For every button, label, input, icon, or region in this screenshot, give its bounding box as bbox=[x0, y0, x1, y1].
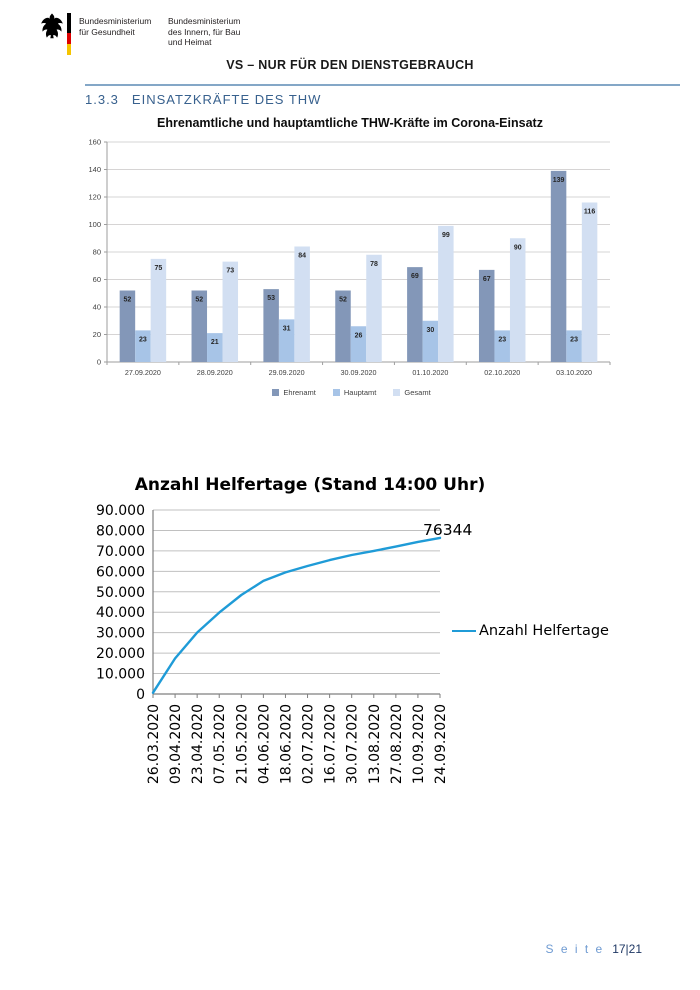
x-axis-label: 02.07.2020 bbox=[300, 704, 317, 785]
bar-value-label: 90 bbox=[513, 244, 522, 252]
y-axis-label: 40.000 bbox=[96, 605, 145, 622]
bar-gesamt-28.09.2020 bbox=[223, 262, 239, 362]
flag-gold bbox=[67, 44, 71, 55]
legend-item-ehrenamt bbox=[272, 388, 316, 397]
flag-stripe-icon bbox=[67, 13, 71, 55]
y-axis-label: 30.000 bbox=[96, 625, 145, 642]
y-axis-label: 40 bbox=[92, 302, 101, 312]
y-axis-label: 0 bbox=[136, 687, 145, 703]
y-axis-label: 140 bbox=[88, 165, 101, 175]
bar-chart bbox=[80, 134, 680, 384]
bar-value-label: 75 bbox=[154, 264, 163, 272]
bar-ehrenamt-01.10.2020 bbox=[407, 267, 423, 362]
y-axis-label: 10.000 bbox=[96, 666, 145, 683]
legend-item-gesamt bbox=[393, 388, 430, 397]
footer-page-number: 17|21 bbox=[612, 942, 642, 956]
y-axis-label: 20 bbox=[92, 330, 101, 340]
y-axis-label: 20.000 bbox=[96, 646, 145, 663]
helfertage-line-series bbox=[153, 538, 440, 693]
header-rule bbox=[85, 84, 680, 86]
bar-value-label: 67 bbox=[482, 275, 491, 283]
y-axis-label: 100 bbox=[88, 220, 101, 230]
y-axis-label: 90.000 bbox=[96, 503, 145, 519]
x-axis-label: 23.04.2020 bbox=[190, 704, 207, 785]
y-axis-label: 60 bbox=[92, 275, 101, 285]
ministry-health-line1: Bundesministerium bbox=[79, 16, 152, 26]
x-axis-label: 26.03.2020 bbox=[146, 704, 162, 785]
x-axis-label: 18.06.2020 bbox=[278, 704, 295, 785]
x-axis-label: 28.09.2020 bbox=[196, 368, 233, 377]
x-axis-label: 30.07.2020 bbox=[344, 704, 361, 785]
x-axis-label: 07.05.2020 bbox=[212, 704, 229, 785]
bar-value-label: 52 bbox=[123, 296, 132, 304]
ministry-interior-line1: Bundesministerium bbox=[168, 16, 241, 26]
x-axis-label: 13.08.2020 bbox=[366, 704, 383, 785]
classification-banner: VS – NUR FÜR DEN DIENSTGEBRAUCH bbox=[226, 58, 474, 72]
x-axis-label: 24.09.2020 bbox=[433, 704, 449, 785]
y-axis-label: 120 bbox=[88, 192, 101, 202]
x-axis-label: 16.07.2020 bbox=[322, 704, 339, 785]
section-title: EINSATZKRÄFTE DES THW bbox=[131, 92, 322, 107]
line-chart-legend bbox=[452, 623, 609, 639]
legend-swatch-icon bbox=[333, 389, 340, 396]
ministry-health-line2: für Gesundheit bbox=[79, 26, 135, 37]
ministry-interior-line2: des Innern, für Bau bbox=[168, 26, 241, 37]
bar-value-label: 31 bbox=[282, 325, 291, 333]
bar-chart-legend bbox=[100, 388, 603, 397]
line-legend-swatch-icon bbox=[452, 630, 476, 633]
bar-gesamt-29.09.2020 bbox=[294, 247, 310, 363]
bar-hauptamt-03.10.2020 bbox=[566, 330, 582, 362]
legend-label: Ehrenamt bbox=[283, 388, 316, 397]
y-axis-label: 50.000 bbox=[96, 584, 145, 601]
bar-value-label: 53 bbox=[267, 295, 276, 303]
federal-eagle-icon bbox=[40, 11, 64, 46]
x-axis-label: 27.08.2020 bbox=[388, 704, 405, 785]
bar-value-label: 78 bbox=[370, 260, 378, 268]
bar-gesamt-02.10.2020 bbox=[510, 238, 526, 362]
x-axis-label: 02.10.2020 bbox=[484, 368, 521, 377]
x-axis-label: 21.05.2020 bbox=[234, 704, 251, 785]
flag-black bbox=[67, 13, 71, 33]
footer-seite-label: S e i t e bbox=[545, 942, 605, 956]
y-axis-label: 160 bbox=[88, 137, 101, 147]
bar-chart-title: Ehrenamtliche und hauptamtliche THW-Kräfte im Corona-Einsatz bbox=[157, 116, 543, 130]
bar-value-label: 23 bbox=[570, 336, 578, 344]
page-footer bbox=[546, 942, 643, 956]
line-chart bbox=[75, 472, 635, 822]
bar-value-label: 116 bbox=[583, 208, 596, 216]
bar-value-label: 52 bbox=[195, 296, 204, 304]
bar-hauptamt-28.09.2020 bbox=[207, 333, 223, 362]
x-axis-label: 27.09.2020 bbox=[124, 368, 161, 377]
y-axis-label: 60.000 bbox=[96, 564, 145, 581]
bar-gesamt-03.10.2020 bbox=[582, 203, 598, 363]
bar-hauptamt-27.09.2020 bbox=[135, 330, 151, 362]
line-end-value-label: 76344 bbox=[423, 521, 473, 539]
legend-swatch-icon bbox=[272, 389, 279, 396]
x-axis-label: 30.09.2020 bbox=[340, 368, 377, 377]
y-axis-label: 0 bbox=[96, 357, 101, 367]
x-axis-label: 10.09.2020 bbox=[410, 704, 427, 785]
bar-value-label: 23 bbox=[139, 336, 147, 344]
bar-value-label: 139 bbox=[552, 176, 565, 184]
bar-hauptamt-02.10.2020 bbox=[494, 330, 510, 362]
legend-swatch-icon bbox=[393, 389, 400, 396]
x-axis-label: 09.04.2020 bbox=[168, 704, 185, 785]
bar-ehrenamt-03.10.2020 bbox=[551, 171, 567, 362]
line-chart-title: Anzahl Helfertage (Stand 14:00 Uhr) bbox=[134, 475, 486, 495]
section-number: 1.3.3 bbox=[85, 92, 119, 107]
bar-value-label: 30 bbox=[426, 326, 435, 334]
x-axis-label: 29.09.2020 bbox=[268, 368, 305, 377]
bar-value-label: 21 bbox=[210, 339, 219, 347]
bar-value-label: 99 bbox=[441, 231, 450, 239]
ministry-interior-logo-text bbox=[168, 16, 240, 48]
bar-value-label: 73 bbox=[226, 267, 235, 275]
x-axis-label: 04.06.2020 bbox=[256, 704, 273, 785]
y-axis-label: 70.000 bbox=[96, 543, 145, 560]
bar-value-label: 23 bbox=[498, 336, 507, 344]
x-axis-label: 01.10.2020 bbox=[412, 368, 449, 377]
x-axis-label: 03.10.2020 bbox=[556, 368, 593, 377]
bar-ehrenamt-02.10.2020 bbox=[479, 270, 495, 362]
legend-label: Hauptamt bbox=[343, 388, 377, 397]
y-axis-label: 80.000 bbox=[96, 523, 145, 540]
bar-value-label: 26 bbox=[354, 332, 363, 340]
y-axis-label: 80 bbox=[92, 247, 101, 257]
legend-item-hauptamt bbox=[333, 388, 377, 397]
bar-value-label: 84 bbox=[298, 252, 307, 260]
bar-gesamt-30.09.2020 bbox=[366, 255, 382, 362]
bar-value-label: 52 bbox=[339, 296, 347, 304]
bar-gesamt-27.09.2020 bbox=[151, 259, 167, 362]
ministry-interior-line3: und Heimat bbox=[168, 37, 212, 47]
ministry-health-logo-text bbox=[79, 16, 151, 37]
bar-value-label: 69 bbox=[410, 273, 419, 281]
line-legend-label: Anzahl Helfertage bbox=[479, 623, 609, 639]
bar-gesamt-01.10.2020 bbox=[438, 226, 454, 362]
flag-red bbox=[67, 33, 71, 44]
section-heading bbox=[85, 92, 321, 107]
legend-label: Gesamt bbox=[404, 388, 431, 397]
